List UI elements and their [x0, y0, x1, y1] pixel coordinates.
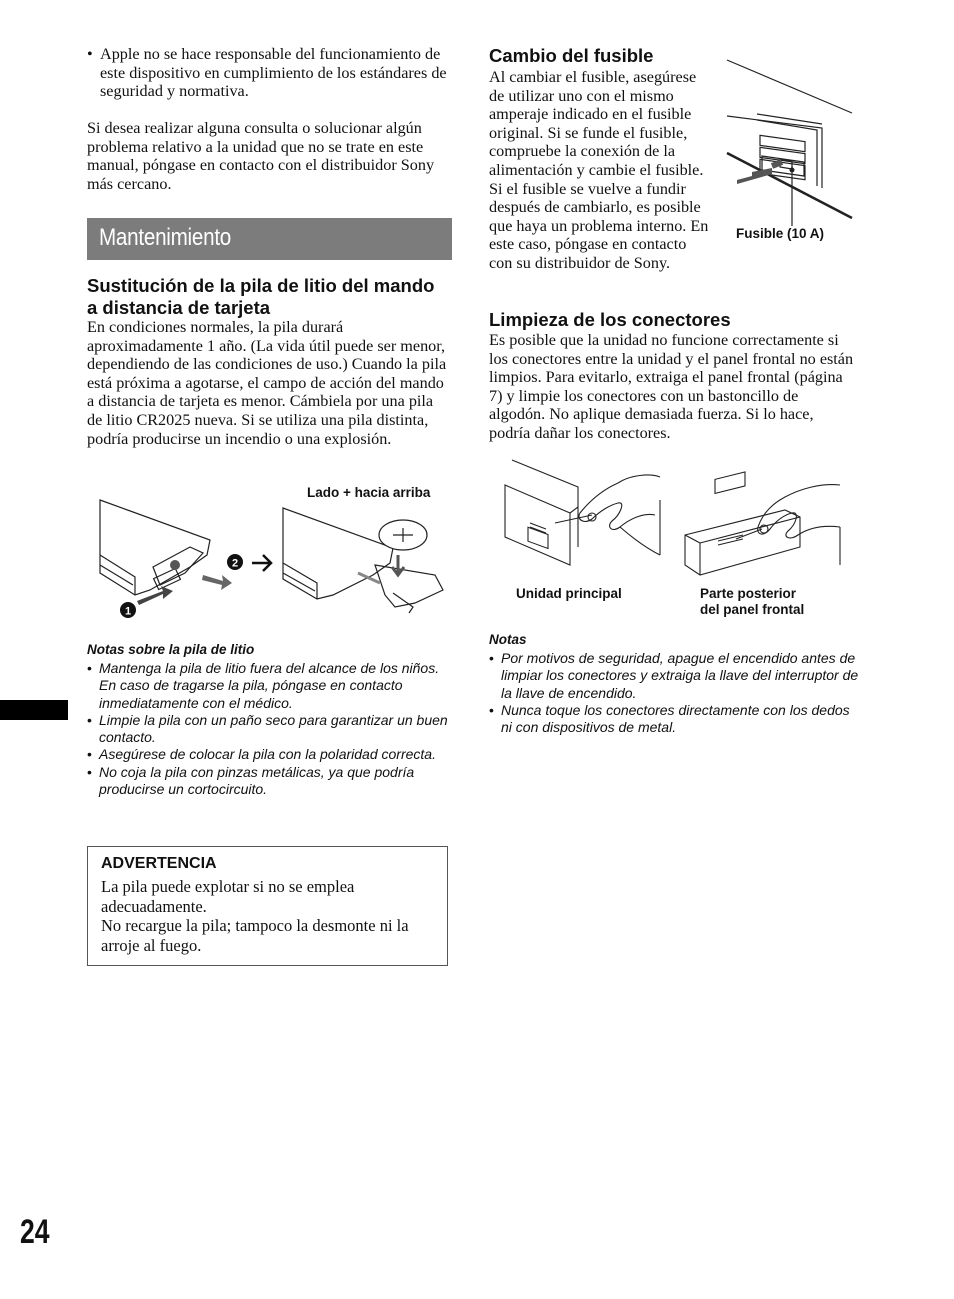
- fuse-figure-label: Fusible (10 A): [736, 226, 825, 241]
- battery-heading: Sustitución de la pila de litio del mando a distancia de tarjeta: [87, 275, 435, 318]
- battery-note: • Asegúrese de colocar la pila con la polaridad correcta.: [87, 746, 452, 763]
- connectors-notes-list: [489, 650, 859, 736]
- panel-label-line-1: Parte posterior: [700, 586, 797, 601]
- chapter-tab-marker: [0, 700, 68, 720]
- fuse-heading: Cambio del fusible: [489, 45, 654, 66]
- battery-note: • Limpie la pila con un paño seco para garantizar un buen contacto.: [87, 712, 452, 747]
- connectors-notes-title: Notas: [489, 632, 527, 647]
- main-unit-label: Unidad principal: [516, 586, 622, 601]
- panel-label-line-2: del panel frontal: [700, 602, 805, 617]
- connectors-body: Es posible que la unidad no funcione correctamente si los conectores entre la unidad y el panel frontal no están limpios. Para evitarlo, extraiga el panel frontal (página 7) y limpie los conectores con un bastoncillo de algodón. No aplique demasiada fuerza. Si lo hace, podría dañar los conectores.: [489, 331, 854, 442]
- warning-line-1: La pila puede explotar si no se emplea adecuadamente.: [101, 877, 355, 916]
- battery-note: • Mantenga la pila de litio fuera del alcance de los niños. En caso de tragarse la pila, póngase en contacto inmediatamente con el médico.: [87, 660, 452, 712]
- page-number: 24: [20, 1213, 50, 1251]
- battery-note: • No coja la pila con pinzas metálicas, ya que podría producirse un cortocircuito.: [87, 764, 452, 799]
- battery-notes-list: [87, 660, 452, 798]
- intro-bullet-text: • Apple no se hace responsable del funcionamiento de este dispositivo en cumplimiento de los estándares de seguridad y normativa.: [87, 45, 452, 101]
- connectors-note: • Por motivos de seguridad, apague el encendido antes de limpiar los conectores y extraiga la llave del interruptor de la llave de encendido.: [489, 650, 859, 702]
- section-title-bar: [87, 218, 452, 260]
- contact-paragraph: Si desea realizar alguna consulta o solucionar algún problema relativo a la unidad que no se trate en este manual, póngase en contacto con el distribuidor Sony más cercano.: [87, 119, 435, 193]
- battery-notes-title: Notas sobre la pila de litio: [87, 642, 255, 657]
- fuse-illustration: [722, 58, 854, 223]
- step-2-marker: 2: [231, 557, 239, 570]
- connectors-note: • Nunca toque los conectores directamente con los dedos ni con dispositivos de metal.: [489, 702, 859, 737]
- warning-line-2: No recargue la pila; tampoco la desmonte ni la arroje al fuego.: [101, 916, 409, 955]
- fuse-body: Al cambiar el fusible, asegúrese de utilizar uno con el mismo amperaje indicado en el fusible original. Si se funde el fusible, compruebe la conexión de la alimentación y cambie el fusible. Si el fusible se vuelve a fundir después de cambiarlo, es posible que haya un problema interno. En este caso, póngase en contacto con su distribuidor de Sony.: [489, 68, 709, 272]
- warning-box: [87, 846, 448, 966]
- battery-illustration: [95, 495, 455, 625]
- connectors-illustration: [500, 455, 845, 580]
- section-title: Mantenimiento: [99, 224, 232, 251]
- battery-figure-label: Lado + hacia arriba: [307, 485, 431, 500]
- warning-title: ADVERTENCIA: [101, 855, 217, 872]
- battery-body: En condiciones normales, la pila durará aproximadamente 1 año. (La vida útil puede ser menor, dependiendo de las condiciones de uso.) Cuando la pila está próxima a agotarse, el campo de acción del mando a distancia de tarjeta es menor. Cámbiela por una pila de litio CR2025 nueva. Si se utiliza una pila distinta, podría producirse un incendio o una explosión.: [87, 318, 447, 448]
- intro-bullet: [87, 45, 452, 101]
- step-1-marker: 1: [124, 605, 132, 618]
- connectors-heading: Limpieza de los conectores: [489, 309, 731, 330]
